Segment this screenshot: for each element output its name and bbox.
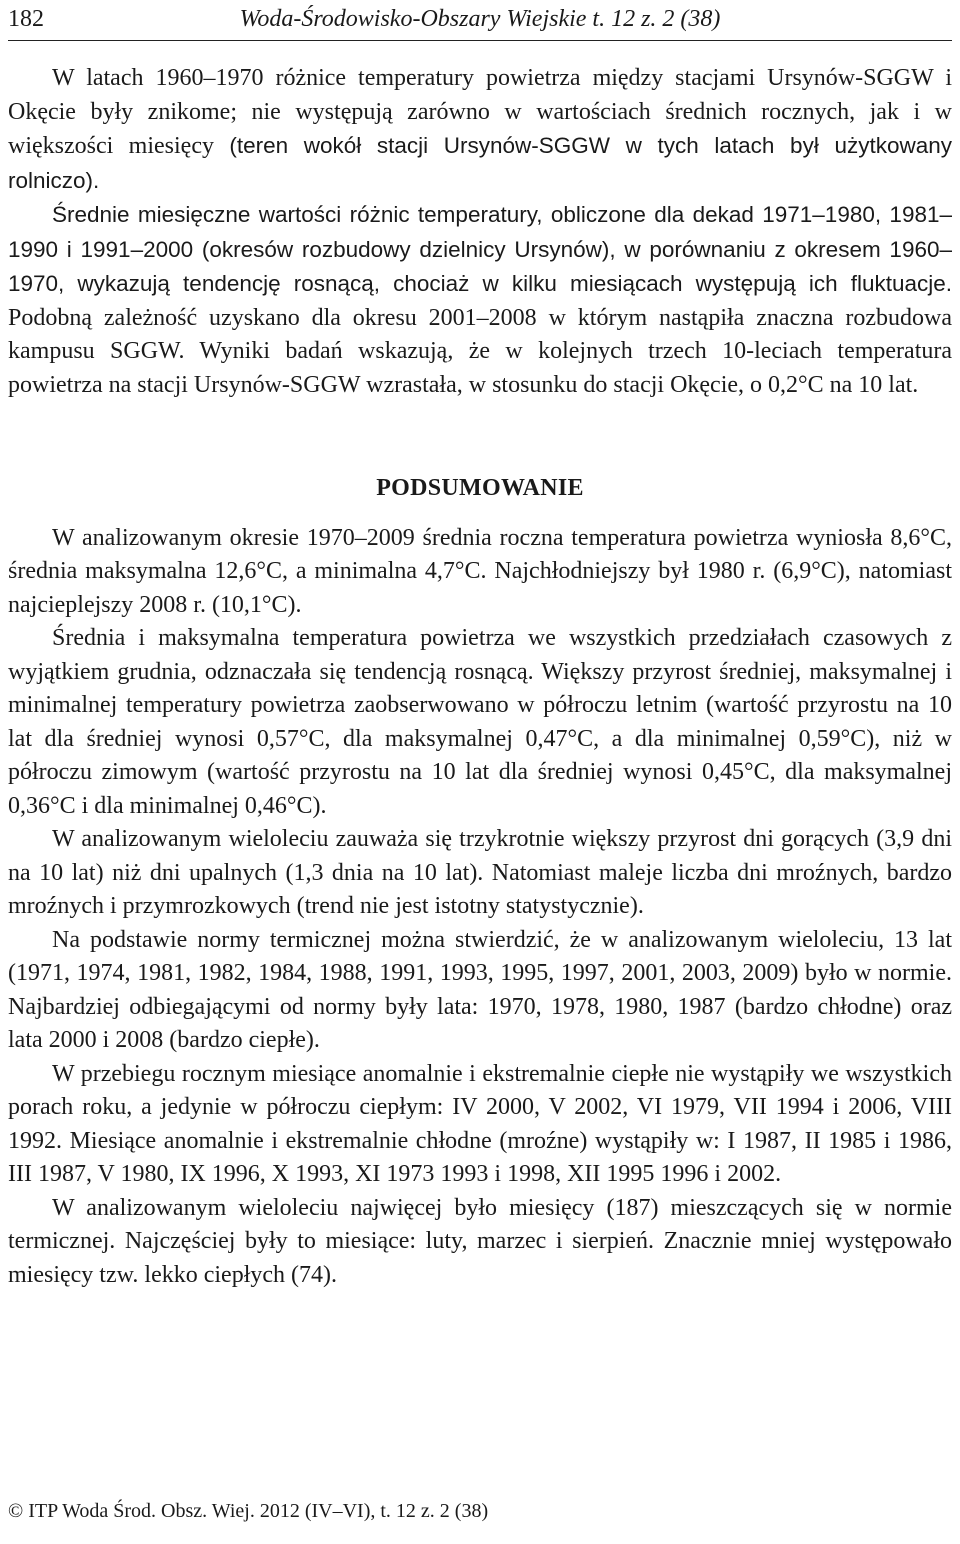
body-paragraph-1 <box>8 62 952 198</box>
summary-paragraph: W przebiegu rocznym miesiące anomalnie i ekstremalnie ciepłe nie wystąpiły we wszystkich porach roku, a jedynie w półroczu ciepłym: IV 2000, V 2002, VI 1979, VII 1994 i 2006, VIII 1992. Miesiące anomalnie i ekstremalnie chłodne (mroźne) wystąpiły w: I 1987, II 1985 i 1986, III 1987, V 1980, IX 1996, X 1993, XI 1973 1993 i 1998, XII 1995 1996 i 2002. <box>8 1060 952 1187</box>
summary-paragraph: Na podstawie normy termicznej można stwierdzić, że w analizowanym wieloleciu, 13 lat (1971, 1974, 1981, 1982, 1984, 1988, 1991, 1993, 1995, 1997, 2001, 2003, 2009) było w normie. Najbardziej odbiegającymi od normy były lata: 1970, 1978, 1980, 1987 (bardzo chłodne) oraz lata 2000 i 2008 (bardzo ciepłe). <box>8 926 952 1053</box>
page-number: 182 <box>8 6 44 32</box>
summary-paragraph: Średnia i maksymalna temperatura powietrza we wszystkich przedziałach czasowych z wyjątkiem grudnia, odznaczała się tendencją rosnącą. Większy przyrost średniej, maksymalnej i minimalnej temperatury powietrza zaobserwowano w półroczu letnim (wartość przyrostu na 10 lat dla średniej wynosi 0,57°C, dla maksymalnej 0,47°C, a dla minimalnej 0,59°C), niż w półroczu zimowym (wartość przyrostu na 10 lat dla średniej wynosi 0,45°C, dla maksymalnej 0,36°C i dla minimalnej 0,46°C). <box>8 625 952 819</box>
summary-paragraph: W analizowanym wieloleciu zauważa się trzykrotnie większy przyrost dni gorących (3,9 dni na 10 lat) niż dni upalnych (1,3 dnia na 10 lat). Natomiast maleje liczba dni mroźnych, bardzo mroźnych i przymrozkowych (trend nie jest istotny statystycznie). <box>8 826 952 919</box>
main-content <box>8 62 952 1292</box>
page-header <box>8 4 952 41</box>
section-heading: PODSUMOWANIE <box>376 475 584 501</box>
running-head: Woda-Środowisko-Obszary Wiejskie t. 12 z. 2 (38) <box>239 6 721 32</box>
body-paragraph-2-sans-text: Średnie miesięczne wartości różnic temperatury, obliczone dla dekad 1971–1980, 1981–1990 i 1991–2000 (okresów rozbudowy dzielnicy Ursynów), w porównaniu z okresem 1960–1970, wykazują tendencję rosnącą, chociaż w kilku miesiącach występują ich fluktuacje. <box>8 202 952 296</box>
summary-paragraph: W analizowanym okresie 1970–2009 średnia roczna temperatura powietrza wyniosła 8,6°C, średnia maksymalna 12,6°C, a minimalna 4,7°C. Najchłodniejszy był 1980 r. (6,9°C), natomiast najcieplejszy 2008 r. (10,1°C). <box>8 524 952 618</box>
page-footer: © ITP Woda Środ. Obsz. Wiej. 2012 (IV–VI), t. 12 z. 2 (38) <box>8 1500 489 1522</box>
summary-paragraph: W analizowanym wieloleciu najwięcej było miesięcy (187) mieszczących się w normie termicznej. Najczęściej były to miesiące: luty, marzec i sierpień. Znacznie mniej występowało miesięcy tzw. lekko ciepłych (74). <box>8 1194 952 1288</box>
body-paragraph-1-sans-text: (teren wokół stacji Ursynów-SGGW w tych latach był użytkowany rolniczo). <box>8 133 952 193</box>
body-paragraph-2 <box>8 198 952 402</box>
body-paragraph-2-text: Podobną zależność uzyskano dla okresu 2001–2008 w którym nastąpiła znaczna rozbudowa kampusu SGGW. Wyniki badań wskazują, że w kolejnych trzech 10-leciach temperatura powietrza na stacji Ursynów-SGGW wzrastała, w stosunku do stacji Okęcie, o 0,2°C na 10 lat. <box>8 304 952 398</box>
body-paragraph-1-text: W latach 1960–1970 różnice temperatury powietrza między stacjami Ursynów-SGGW i Okęcie były znikome; nie występują zarówno w wartościach średnich rocznych, jak i w większości miesięcy <box>8 65 952 159</box>
